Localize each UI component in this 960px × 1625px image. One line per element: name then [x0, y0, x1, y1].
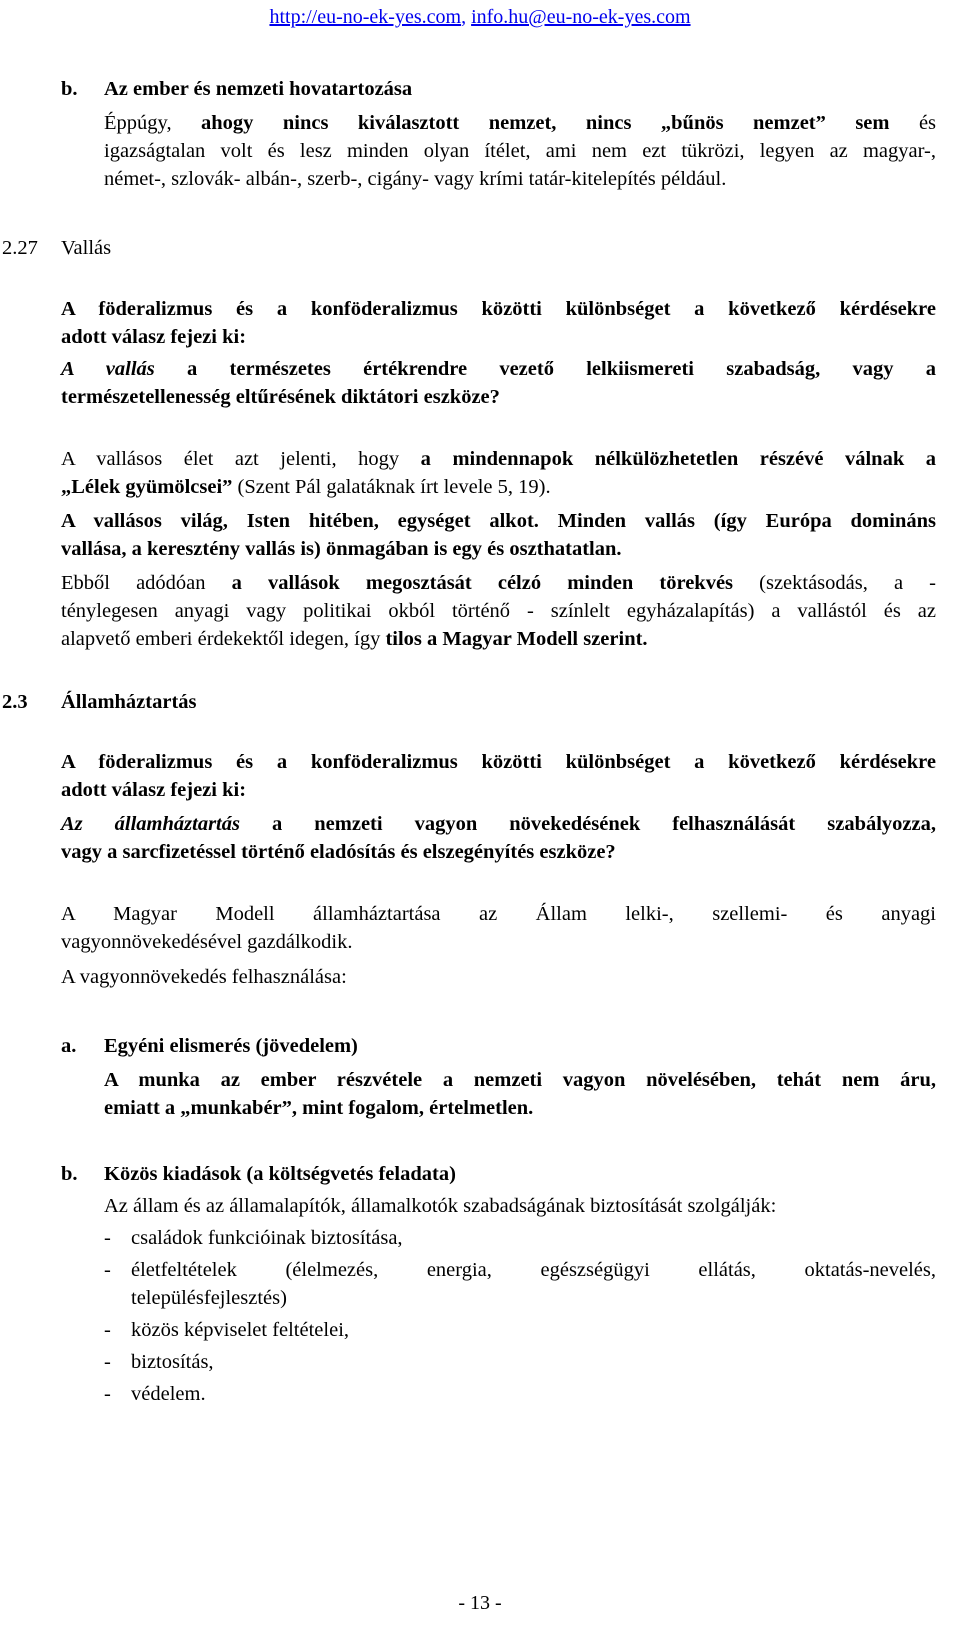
bullet-dash: - — [104, 1227, 111, 1249]
list-item: életfeltételek (élelmezés, energia, egészségügyi ellátás, oktatás-nevelés, — [131, 1259, 936, 1281]
section-b-title: Az ember és nemzeti hovatartozása — [104, 78, 413, 100]
page-header — [0, 6, 960, 29]
section-23-question-line-2: adott válasz fejezi ki: — [61, 779, 247, 801]
section-23-title: Államháztartás — [61, 691, 197, 713]
section-227-consequence-line-2: ténylegesen anyagi vagy politikai okból történő - színlelt egyházalapítás) a vallástól és az — [61, 600, 936, 622]
section-227-religious-life-line-1: A vallásos élet azt jelenti, hogy a mindennapok nélkülözhetetlen részévé válnak a — [61, 448, 936, 470]
section-227-number: 2.27 — [2, 237, 38, 259]
section-227-world-line-1: A vallásos világ, Isten hitében, egységet alkot. Minden vallás (így Európa domináns — [61, 510, 936, 532]
section-b-paragraph-line-1: Éppúgy, ahogy nincs kiválasztott nemzet, nincs „bűnös nemzet” sem és — [104, 112, 937, 134]
section-23-number: 2.3 — [2, 691, 28, 713]
bullet-dash: - — [104, 1351, 111, 1373]
section-b-paragraph-line-2: igazságtalan volt és lesz minden olyan ítélet, ami nem ezt tükrözi, legyen az magyar-, — [104, 140, 936, 162]
section-227-consequence-line-1: Ebből adódóan a vallások megosztását célzó minden törekvés (szektásodás, a - — [61, 572, 937, 594]
section-227-question-line-1: A föderalizmus és a konföderalizmus közötti különbséget a következő kérdésekre — [61, 298, 936, 320]
section-23-question-line-1: A föderalizmus és a konföderalizmus közötti különbséget a következő kérdésekre — [61, 751, 936, 773]
section-b-paragraph-line-3: német-, szlovák- albán-, szerb-, cigány- vagy krími tatár-kitelepítés például. — [104, 168, 727, 190]
header-email-link[interactable]: info.hu@eu-no-ek-yes.com — [471, 6, 691, 28]
section-227-answer-line-1: A vallás a természetes értékrendre vezető lelkiismereti szabadság, vagy a — [61, 358, 937, 380]
section-23-model-line-3: A vagyonnövekedés felhasználása: — [61, 966, 347, 988]
item-a-text-line-2: emiatt a „munkabér”, mint fogalom, értelmetlen. — [104, 1097, 534, 1119]
section-b-label: b. — [61, 78, 78, 100]
item-a-text-line-1: A munka az ember részvétele a nemzeti vagyon növelésében, tehát nem áru, — [104, 1069, 936, 1091]
bullet-dash: - — [104, 1319, 111, 1341]
section-227-consequence-line-3: alapvető emberi érdekektől idegen, így tilos a Magyar Modell szerint. — [61, 628, 648, 650]
item-a-label: a. — [61, 1035, 77, 1057]
list-item: védelem. — [131, 1383, 206, 1405]
header-separator: , — [461, 6, 472, 28]
header-url-link[interactable]: http://eu-no-ek-yes.com — [269, 6, 462, 28]
bullet-dash: - — [104, 1383, 111, 1405]
section-227-answer-line-2: természetellenesség eltűrésének diktátori eszköze? — [61, 386, 500, 408]
section-227-world-line-2: vallása, a keresztény vallás is) önmagában is egy és oszthatatlan. — [61, 538, 622, 560]
section-227-question-line-2: adott válasz fejezi ki: — [61, 326, 247, 348]
list-item: közös képviselet feltételei, — [131, 1319, 350, 1341]
item-b-intro: Az állam és az államalapítók, államalkotók szabadságának biztosítását szolgálják: — [104, 1195, 777, 1217]
list-item-continuation: településfejlesztés) — [131, 1287, 287, 1309]
item-b-title: Közös kiadások (a költségvetés feladata) — [104, 1163, 456, 1185]
section-23-model-line-1: A Magyar Modell államháztartása az Állam lelki-, szellemi- és anyagi — [61, 903, 936, 925]
section-23-answer-line-1: Az államháztartás a nemzeti vagyon növekedésének felhasználását szabályozza, — [61, 813, 936, 835]
section-23-answer-line-2: vagy a sarcfizetéssel történő eladósítás és elszegényítés eszköze? — [61, 841, 616, 863]
item-a-title: Egyéni elismerés (jövedelem) — [104, 1035, 358, 1057]
section-227-religious-life-line-2: „Lélek gyümölcsei” (Szent Pál galatáknak írt levele 5, 19). — [61, 476, 551, 498]
item-b-label: b. — [61, 1163, 78, 1185]
page-number: - 13 - — [458, 1592, 502, 1614]
section-227-title: Vallás — [61, 237, 112, 259]
list-item: biztosítás, — [131, 1351, 214, 1373]
bullet-dash: - — [104, 1259, 111, 1281]
list-item: családok funkcióinak biztosítása, — [131, 1227, 403, 1249]
section-23-model-line-2: vagyonnövekedésével gazdálkodik. — [61, 931, 353, 953]
